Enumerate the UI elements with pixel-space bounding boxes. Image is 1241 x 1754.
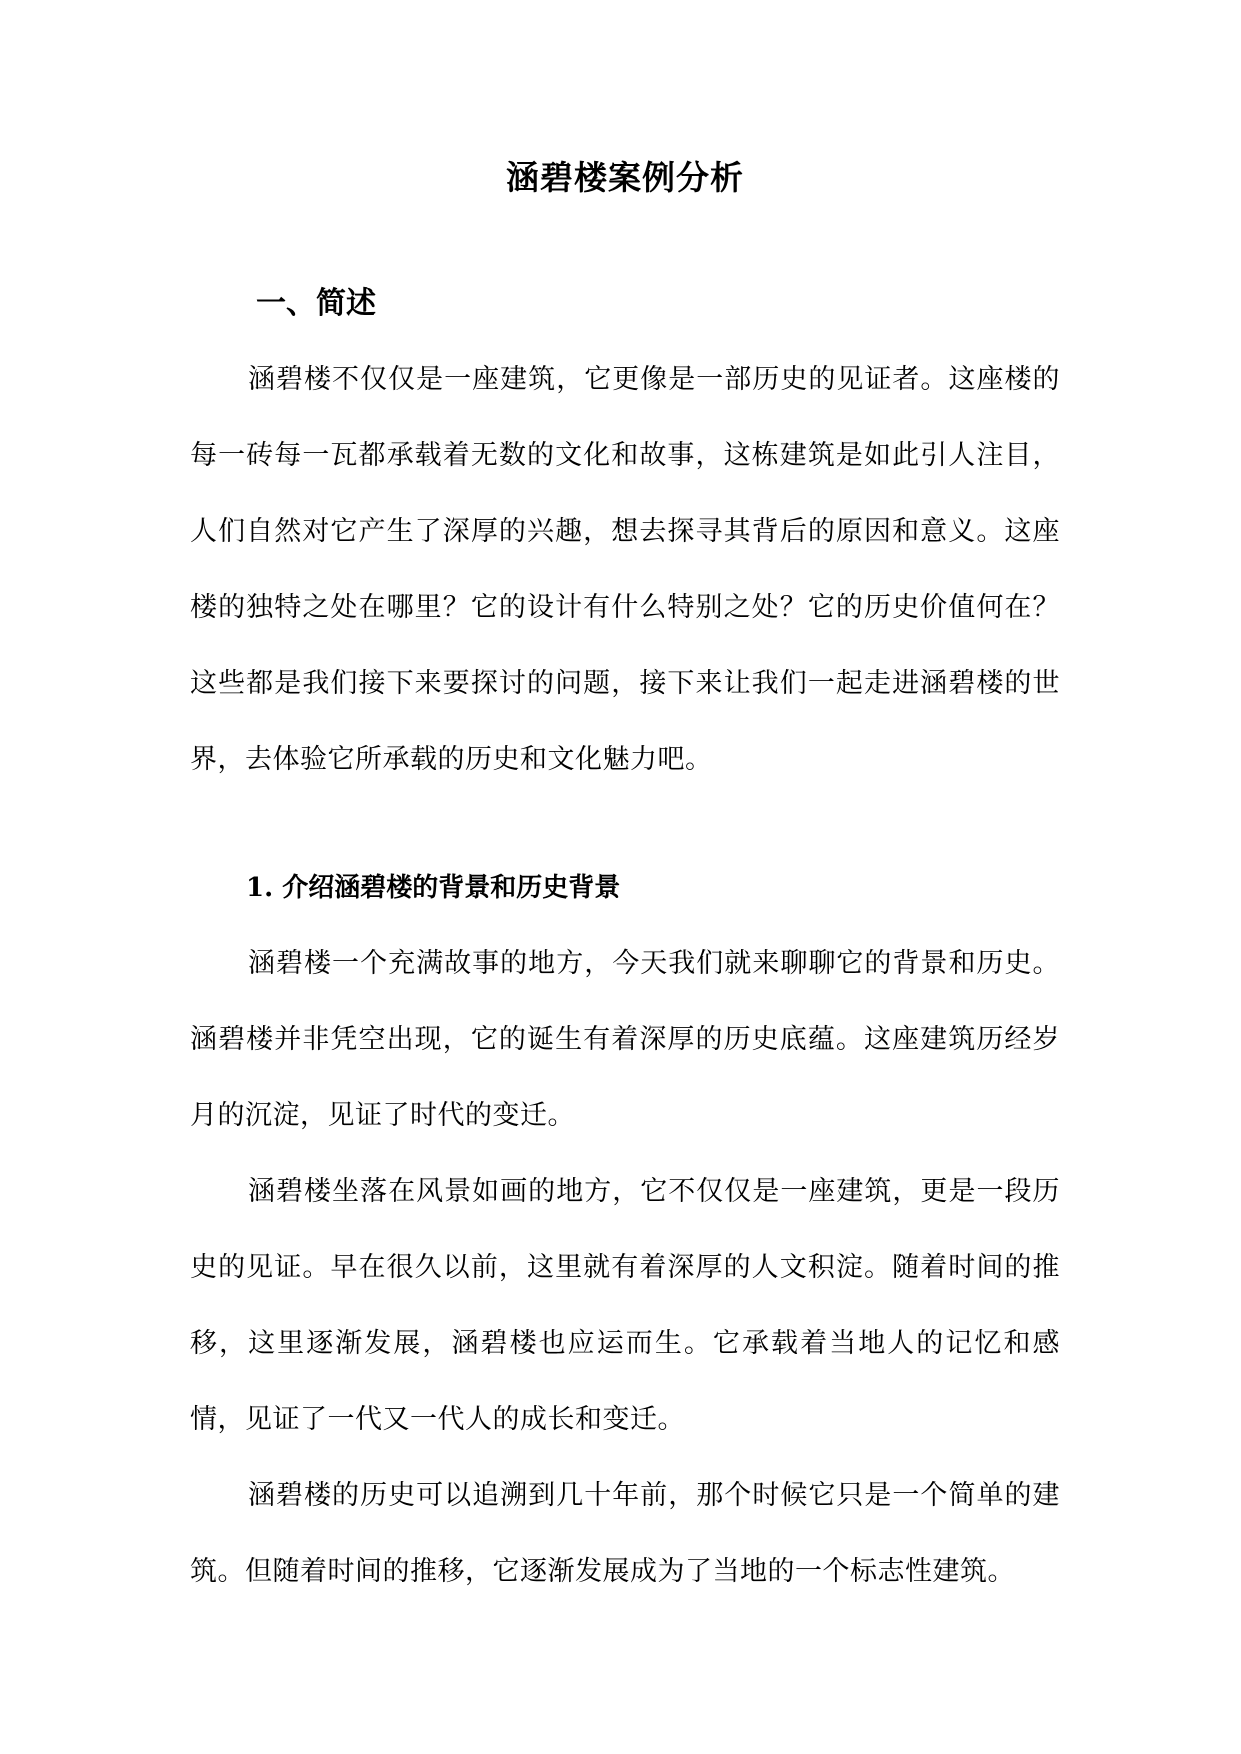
paragraph-background-1: 涵碧楼一个充满故事的地方，今天我们就来聊聊它的背景和历史。涵碧楼并非凭空出现，它的诞生有着深厚的历史底蕴。这座建筑历经岁月的沉淀，见证了时代的变迁。: [190, 948, 1060, 1131]
paragraph-background-2: 涵碧楼坐落在风景如画的地方，它不仅仅是一座建筑，更是一段历史的见证。早在很久以前，这里就有着深厚的人文积淀。随着时间的推移，这里逐渐发展，涵碧楼也应运而生。它承载着当地人的记忆和感情，见证了一代又一代人的成长和变迁。: [190, 1176, 1060, 1435]
section-heading-overview: 一、简述: [256, 286, 376, 321]
document-body: [190, 140, 1060, 1610]
paragraph-background-3: 涵碧楼的历史可以追溯到几十年前，那个时候它只是一个简单的建筑。但随着时间的推移，它逐渐发展成为了当地的一个标志性建筑。: [190, 1480, 1060, 1587]
document-title: 涵碧楼案例分析: [506, 158, 744, 197]
subsection-heading-background: 1. 介绍涵碧楼的背景和历史背景: [246, 873, 621, 903]
paragraph-overview: 涵碧楼不仅仅是一座建筑，它更像是一部历史的见证者。这座楼的每一砖每一瓦都承载着无数的文化和故事，这栋建筑是如此引人注目，人们自然对它产生了深厚的兴趣，想去探寻其背后的原因和意义。这座楼的独特之处在哪里？它的设计有什么特别之处？它的历史价值何在？这些都是我们接下来要探讨的问题，接下来让我们一起走进涵碧楼的世界，去体验它所承载的历史和文化魅力吧。: [190, 364, 1060, 775]
